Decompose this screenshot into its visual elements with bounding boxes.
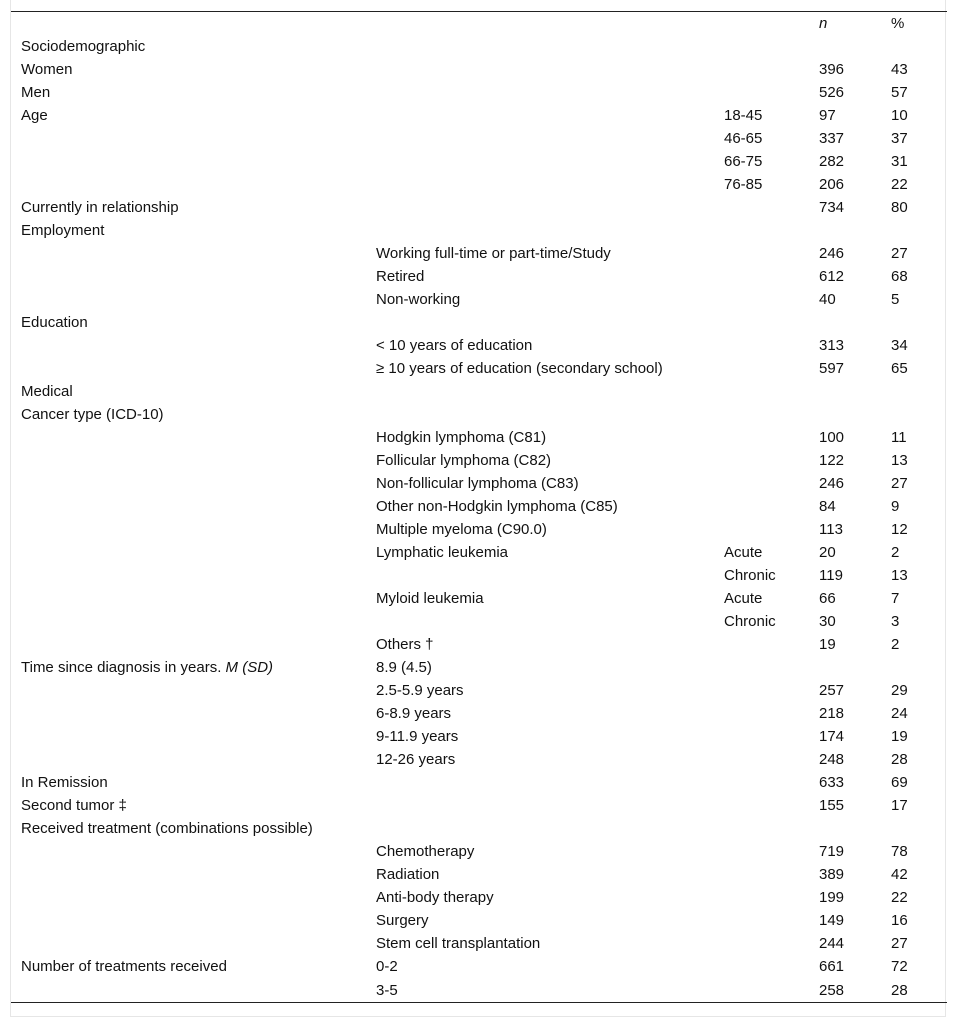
row-label-cell — [11, 495, 376, 518]
table-row — [11, 702, 947, 725]
table-row — [11, 794, 947, 817]
table-row — [11, 265, 947, 288]
row-label-cell — [11, 518, 376, 541]
row-percent-cell: 78 — [891, 843, 908, 860]
row-percent-cell — [891, 35, 947, 58]
row-category-cell: Stem cell transplantation — [376, 935, 541, 952]
row-category-cell: Multiple myeloma (C90.0) — [376, 521, 547, 538]
table-row — [11, 288, 947, 311]
row-percent-cell: 22 — [891, 889, 908, 906]
row-category-cell — [376, 817, 724, 840]
table-row — [11, 564, 947, 587]
row-label-cell — [11, 725, 376, 748]
row-label-cell — [11, 242, 376, 265]
row-subcategory-cell — [724, 702, 819, 725]
row-percent-cell: 43 — [891, 61, 908, 78]
table-row — [11, 219, 947, 242]
row-subcategory-cell — [724, 242, 819, 265]
table-row — [11, 380, 947, 403]
table-row — [11, 357, 947, 380]
row-category-cell — [376, 403, 724, 426]
row-subcategory-cell — [724, 748, 819, 771]
table-row — [11, 150, 947, 173]
row-label-cell — [11, 288, 376, 311]
row-percent-cell: 27 — [891, 935, 908, 952]
row-subcategory-cell — [724, 58, 819, 81]
row-label-cell: Medical — [21, 383, 73, 400]
row-percent-cell — [891, 219, 947, 242]
row-category-cell: 3-5 — [376, 981, 398, 999]
row-percent-cell — [891, 380, 947, 403]
row-n-cell: 282 — [819, 153, 845, 170]
row-percent-cell: 3 — [891, 613, 900, 630]
row-subcategory-cell — [724, 265, 819, 288]
row-subcategory-cell — [724, 518, 819, 541]
row-subcategory-cell — [724, 725, 819, 748]
row-label-cell — [11, 587, 376, 610]
row-category-cell: 8.9 (4.5) — [376, 659, 432, 676]
row-percent-cell: 57 — [891, 84, 908, 101]
row-subcategory-cell — [724, 679, 819, 702]
row-label-cell — [11, 932, 376, 955]
row-percent-cell: 2 — [891, 544, 900, 561]
row-n-cell: 113 — [819, 521, 843, 538]
row-n-cell — [819, 219, 891, 242]
table-row — [11, 104, 947, 127]
table-row — [11, 196, 947, 219]
row-category-cell: Lymphatic leukemia — [376, 544, 509, 561]
table-row — [11, 725, 947, 748]
row-n-cell: 66 — [819, 590, 836, 607]
row-n-cell: 97 — [819, 107, 836, 124]
row-percent-cell: 28 — [891, 981, 908, 999]
row-category-cell — [376, 564, 724, 587]
row-label-cell — [11, 702, 376, 725]
row-category-cell: ≥ 10 years of education (secondary school) — [376, 360, 663, 377]
row-subcategory-cell — [724, 840, 819, 863]
row-percent-cell: 69 — [891, 774, 908, 791]
row-label-cell — [11, 449, 376, 472]
row-percent-cell: 17 — [891, 797, 908, 814]
row-subcategory-cell: Chronic — [724, 613, 776, 630]
row-percent-cell — [891, 311, 947, 334]
row-n-cell: 19 — [819, 636, 836, 653]
row-subcategory-cell — [724, 334, 819, 357]
table-row — [11, 840, 947, 863]
row-subcategory-cell: Acute — [724, 544, 763, 561]
row-n-cell: 155 — [819, 797, 845, 814]
table-row — [11, 932, 947, 955]
row-label-cell — [11, 748, 376, 771]
row-percent-cell: 31 — [891, 153, 908, 170]
table-row — [11, 311, 947, 334]
row-subcategory-cell — [724, 495, 819, 518]
row-label-cell — [11, 633, 376, 656]
row-n-cell: 661 — [819, 958, 845, 975]
table-row — [11, 863, 947, 886]
row-n-cell: 719 — [819, 843, 845, 860]
row-subcategory-cell: 46-65 — [724, 130, 763, 147]
table-row — [11, 472, 947, 495]
row-label-cell — [11, 679, 376, 702]
row-category-cell: Retired — [376, 268, 425, 285]
row-category-cell — [376, 610, 724, 633]
table-row — [11, 955, 947, 978]
row-n-cell: 119 — [819, 567, 843, 584]
row-label-cell: In Remission — [21, 774, 108, 791]
row-label-cell — [11, 610, 376, 633]
table-row — [11, 978, 947, 1003]
row-subcategory-cell — [724, 357, 819, 380]
row-subcategory-cell: Acute — [724, 590, 763, 607]
row-n-cell — [819, 380, 891, 403]
row-category-cell: Working full-time or part-time/Study — [376, 245, 611, 262]
row-percent-cell: 9 — [891, 498, 900, 515]
table-row — [11, 518, 947, 541]
row-n-cell: 734 — [819, 199, 845, 216]
row-percent-cell: 24 — [891, 705, 908, 722]
row-percent-cell: 29 — [891, 682, 908, 699]
row-percent-cell: 11 — [891, 429, 907, 446]
row-category-cell — [376, 81, 724, 104]
row-category-cell — [376, 196, 724, 219]
row-n-cell: 206 — [819, 176, 845, 193]
row-n-cell — [819, 311, 891, 334]
row-subcategory-cell — [724, 472, 819, 495]
row-n-cell — [819, 403, 891, 426]
row-category-cell — [376, 219, 724, 242]
row-label-cell — [11, 334, 376, 357]
row-subcategory-cell — [724, 288, 819, 311]
row-percent-cell: 12 — [891, 521, 908, 538]
row-percent-cell: 68 — [891, 268, 908, 285]
row-percent-cell: 13 — [891, 452, 908, 469]
row-percent-cell — [891, 656, 947, 679]
row-n-cell: 396 — [819, 61, 845, 78]
row-label-cell: Women — [21, 61, 73, 78]
row-n-cell: 244 — [819, 935, 845, 952]
row-percent-cell: 27 — [891, 245, 908, 262]
row-category-cell: < 10 years of education — [376, 337, 533, 354]
row-subcategory-cell — [724, 219, 819, 242]
row-label-cell — [11, 656, 376, 679]
row-subcategory-cell — [724, 886, 819, 909]
row-label-cell — [11, 564, 376, 587]
row-category-cell — [376, 380, 724, 403]
row-percent-cell: 80 — [891, 199, 908, 216]
table-body — [11, 12, 947, 1003]
row-subcategory-cell — [724, 794, 819, 817]
table-row — [11, 909, 947, 932]
row-subcategory-cell — [724, 426, 819, 449]
row-subcategory-cell — [724, 311, 819, 334]
row-subcategory-cell — [724, 978, 819, 1003]
row-percent-cell: 72 — [891, 958, 908, 975]
row-subcategory-cell — [724, 403, 819, 426]
row-category-cell: Chemotherapy — [376, 843, 475, 860]
row-percent-cell — [891, 403, 947, 426]
header-n: n — [819, 15, 828, 32]
row-category-cell: 12-26 years — [376, 751, 456, 768]
row-label-cell — [11, 265, 376, 288]
row-n-cell: 258 — [819, 981, 845, 999]
table-row — [11, 771, 947, 794]
row-percent-cell: 19 — [891, 728, 908, 745]
row-subcategory-cell — [724, 380, 819, 403]
row-label-cell — [11, 909, 376, 932]
row-category-cell: Radiation — [376, 866, 440, 883]
row-n-cell: 149 — [819, 912, 845, 929]
row-n-cell: 122 — [819, 452, 845, 469]
row-label-text: Time since diagnosis in years. — [21, 659, 222, 676]
row-subcategory-cell — [724, 771, 819, 794]
row-label-statistic: M (SD) — [225, 659, 274, 676]
row-n-cell: 246 — [819, 245, 845, 262]
row-n-cell — [819, 35, 891, 58]
row-subcategory-cell — [724, 909, 819, 932]
table-row — [11, 587, 947, 610]
table-row — [11, 610, 947, 633]
row-label-cell — [11, 978, 376, 1003]
row-subcategory-cell — [724, 817, 819, 840]
table-row — [11, 58, 947, 81]
row-n-cell: 389 — [819, 866, 845, 883]
row-label-cell: Second tumor ‡ — [21, 797, 127, 814]
row-label-cell: Education — [21, 314, 88, 331]
row-subcategory-cell — [724, 633, 819, 656]
row-category-cell: Surgery — [376, 912, 429, 929]
row-percent-cell: 13 — [891, 567, 908, 584]
row-subcategory-cell: 76-85 — [724, 176, 763, 193]
row-subcategory-cell: 18-45 — [724, 107, 763, 124]
row-category-cell: 9-11.9 years — [376, 728, 459, 745]
header-row — [11, 12, 947, 36]
row-category-cell: Follicular lymphoma (C82) — [376, 452, 552, 469]
row-category-cell: Non-working — [376, 291, 461, 308]
row-n-cell: 633 — [819, 774, 845, 791]
row-n-cell: 526 — [819, 84, 845, 101]
row-percent-cell: 7 — [891, 590, 900, 607]
row-subcategory-cell — [724, 656, 819, 679]
table-row — [11, 886, 947, 909]
header-cell-detail — [724, 12, 819, 36]
row-percent-cell — [891, 817, 947, 840]
row-n-cell: 20 — [819, 544, 836, 561]
sample-characteristics-table — [11, 11, 947, 1003]
row-label-cell: Men — [21, 84, 51, 101]
row-category-cell — [376, 794, 724, 817]
row-percent-cell: 22 — [891, 176, 908, 193]
table-row — [11, 426, 947, 449]
table-row — [11, 242, 947, 265]
table-row — [11, 541, 947, 564]
row-label-cell — [11, 472, 376, 495]
row-label-cell — [11, 541, 376, 564]
row-percent-cell: 16 — [891, 912, 908, 929]
table-row — [11, 173, 947, 196]
table-row — [11, 679, 947, 702]
row-category-cell: 2.5-5.9 years — [376, 682, 464, 699]
row-subcategory-cell — [724, 863, 819, 886]
row-percent-cell: 42 — [891, 866, 908, 883]
row-category-cell: Other non-Hodgkin lymphoma (C85) — [376, 498, 618, 515]
row-subcategory-cell — [724, 196, 819, 219]
row-category-cell — [376, 150, 724, 173]
row-label-cell: Number of treatments received — [21, 958, 227, 975]
row-label-cell — [11, 150, 376, 173]
row-subcategory-cell — [724, 35, 819, 58]
row-label-cell — [11, 840, 376, 863]
row-label-cell: Sociodemographic — [21, 38, 146, 55]
table-row — [11, 403, 947, 426]
row-n-cell: 337 — [819, 130, 845, 147]
row-label-cell — [11, 863, 376, 886]
row-label-cell: Currently in relationship — [21, 199, 179, 216]
row-label-cell: Age — [21, 107, 48, 124]
row-percent-cell: 5 — [891, 291, 900, 308]
row-label-cell — [11, 426, 376, 449]
header-cell-label — [11, 12, 376, 36]
row-category-cell — [376, 104, 724, 127]
row-label-cell: Cancer type (ICD-10) — [21, 406, 164, 423]
row-n-cell: 30 — [819, 613, 836, 630]
table-row — [11, 656, 947, 679]
row-category-cell — [376, 771, 724, 794]
table-row — [11, 748, 947, 771]
row-category-cell — [376, 311, 724, 334]
row-label-cell: Employment — [21, 222, 105, 239]
row-n-cell — [819, 656, 891, 679]
row-label-cell — [11, 357, 376, 380]
table-row — [11, 633, 947, 656]
row-n-cell: 84 — [819, 498, 836, 515]
row-subcategory-cell — [724, 932, 819, 955]
row-label-cell — [11, 173, 376, 196]
row-n-cell: 257 — [819, 682, 845, 699]
row-percent-cell: 37 — [891, 130, 908, 147]
row-subcategory-cell — [724, 449, 819, 472]
row-n-cell: 199 — [819, 889, 845, 906]
row-category-cell — [376, 173, 724, 196]
row-percent-cell: 65 — [891, 360, 908, 377]
row-category-cell — [376, 35, 724, 58]
row-n-cell — [819, 817, 891, 840]
row-category-cell — [376, 127, 724, 150]
table-row — [11, 495, 947, 518]
table-row — [11, 449, 947, 472]
table-row — [11, 81, 947, 104]
row-n-cell: 248 — [819, 751, 845, 768]
header-percent: % — [891, 15, 905, 32]
row-category-cell: Anti-body therapy — [376, 889, 494, 906]
row-n-cell: 174 — [819, 728, 845, 745]
row-category-cell: Hodgkin lymphoma (C81) — [376, 429, 547, 446]
row-n-cell: 218 — [819, 705, 845, 722]
row-percent-cell: 28 — [891, 751, 908, 768]
row-n-cell: 612 — [819, 268, 845, 285]
row-category-cell: Myloid leukemia — [376, 590, 484, 607]
row-subcategory-cell: 66-75 — [724, 153, 763, 170]
table-row — [11, 817, 947, 840]
row-percent-cell: 27 — [891, 475, 908, 492]
table-row — [11, 127, 947, 150]
row-category-cell: Non-follicular lymphoma (C83) — [376, 475, 579, 492]
row-label-cell: Received treatment (combinations possible) — [21, 820, 313, 837]
row-subcategory-cell: Chronic — [724, 567, 776, 584]
row-percent-cell: 10 — [891, 107, 908, 124]
row-subcategory-cell — [724, 81, 819, 104]
row-category-cell: Others † — [376, 636, 434, 653]
row-label-cell — [11, 886, 376, 909]
row-subcategory-cell — [724, 955, 819, 978]
row-category-cell — [376, 58, 724, 81]
row-category-cell: 6-8.9 years — [376, 705, 452, 722]
header-cell-sub — [376, 12, 724, 36]
row-n-cell: 100 — [819, 429, 845, 446]
row-n-cell: 597 — [819, 360, 845, 377]
row-label-cell — [11, 127, 376, 150]
row-percent-cell: 34 — [891, 337, 908, 354]
row-n-cell: 40 — [819, 291, 836, 308]
row-category-cell: 0-2 — [376, 958, 398, 975]
row-n-cell: 246 — [819, 475, 845, 492]
row-percent-cell: 2 — [891, 636, 900, 653]
table-row — [11, 334, 947, 357]
row-n-cell: 313 — [819, 337, 845, 354]
table-row — [11, 35, 947, 58]
